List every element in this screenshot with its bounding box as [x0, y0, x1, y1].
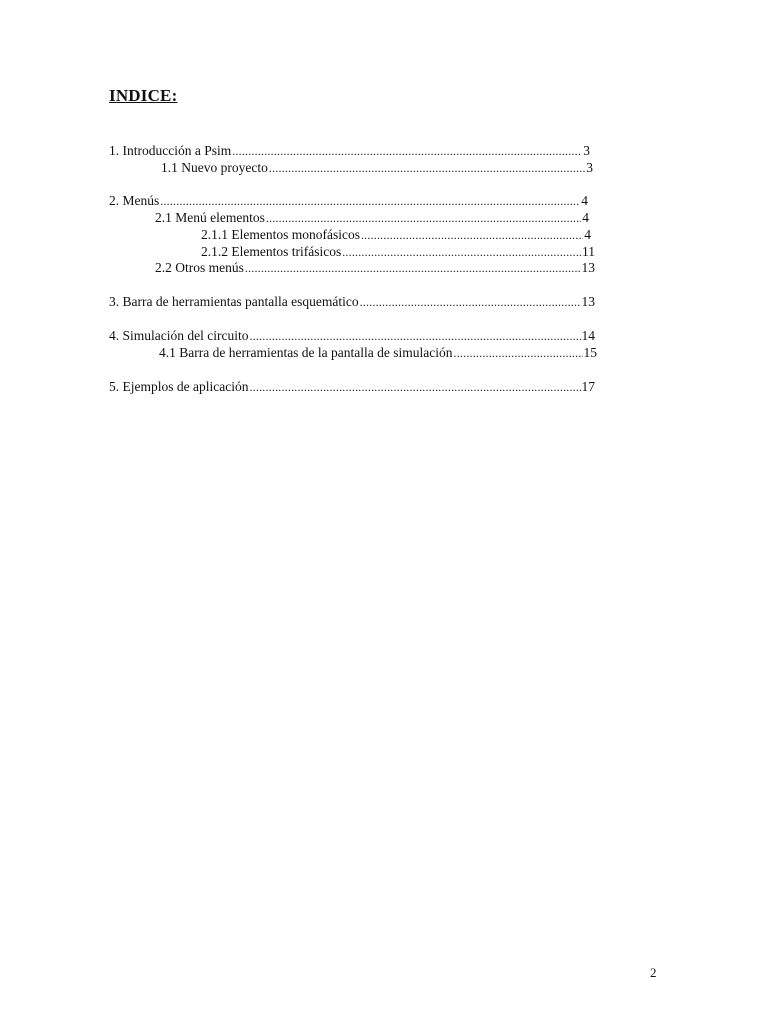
toc-entry — [109, 378, 595, 395]
toc-entry-label: 2.1.1 Elementos monofásicos — [201, 227, 360, 242]
toc-leader-dots — [245, 259, 581, 277]
toc-entry — [109, 327, 595, 344]
toc-leader-dots — [454, 344, 583, 362]
toc-title: INDICE: — [109, 86, 178, 105]
toc-entry — [159, 344, 597, 361]
toc-entry-label: 2.2 Otros menús — [155, 260, 244, 275]
toc-entry-page: 13 — [581, 260, 595, 275]
toc-entry — [161, 159, 593, 176]
toc-entry — [201, 226, 591, 243]
toc-entry-page: 4 — [582, 210, 589, 225]
toc-entry-page: 3 — [583, 143, 590, 158]
toc-entry-label: 2.1 Menú elementos — [155, 210, 265, 225]
toc-entry — [155, 259, 595, 276]
toc-entry-label: 3. Barra de herramientas pantalla esquemático — [109, 294, 359, 309]
toc-entry-page: 4 — [581, 193, 588, 208]
toc-leader-dots — [360, 293, 581, 311]
toc-leader-dots — [269, 159, 585, 177]
toc-entry-page: 4 — [584, 227, 591, 242]
toc-entry-page: 11 — [582, 244, 595, 259]
toc-leader-dots — [160, 192, 580, 210]
toc-entry-label: 1. Introducción a Psim — [109, 143, 232, 158]
toc-entry-page: 15 — [583, 345, 597, 360]
toc-entry-label: 1.1 Nuevo proyecto — [161, 160, 268, 175]
toc-leader-dots — [361, 226, 583, 244]
toc-entry — [109, 293, 595, 310]
toc-entry — [201, 243, 595, 260]
toc-entry-page: 3 — [586, 160, 593, 175]
toc-entry-page: 13 — [581, 294, 595, 309]
toc-entry — [155, 209, 589, 226]
toc-entry-page: 17 — [581, 379, 595, 394]
toc-leader-dots — [232, 142, 582, 160]
toc-entry-page: 14 — [581, 328, 595, 343]
toc-entry-label: 4.1 Barra de herramientas de la pantalla de simulación — [159, 345, 453, 360]
toc-entry-label: 2.1.2 Elementos trifásicos — [201, 244, 342, 259]
toc-leader-dots — [249, 327, 580, 345]
toc-entry — [109, 192, 588, 209]
page-number: 2 — [650, 965, 657, 980]
toc-leader-dots — [249, 378, 580, 396]
toc-entry-label: 4. Simulación del circuito — [109, 328, 249, 343]
toc-entry-label: 5. Ejemplos de aplicación — [109, 379, 249, 394]
toc-entry — [109, 142, 590, 159]
toc-entry-label: 2. Menús — [109, 193, 160, 208]
toc-leader-dots — [266, 209, 581, 227]
